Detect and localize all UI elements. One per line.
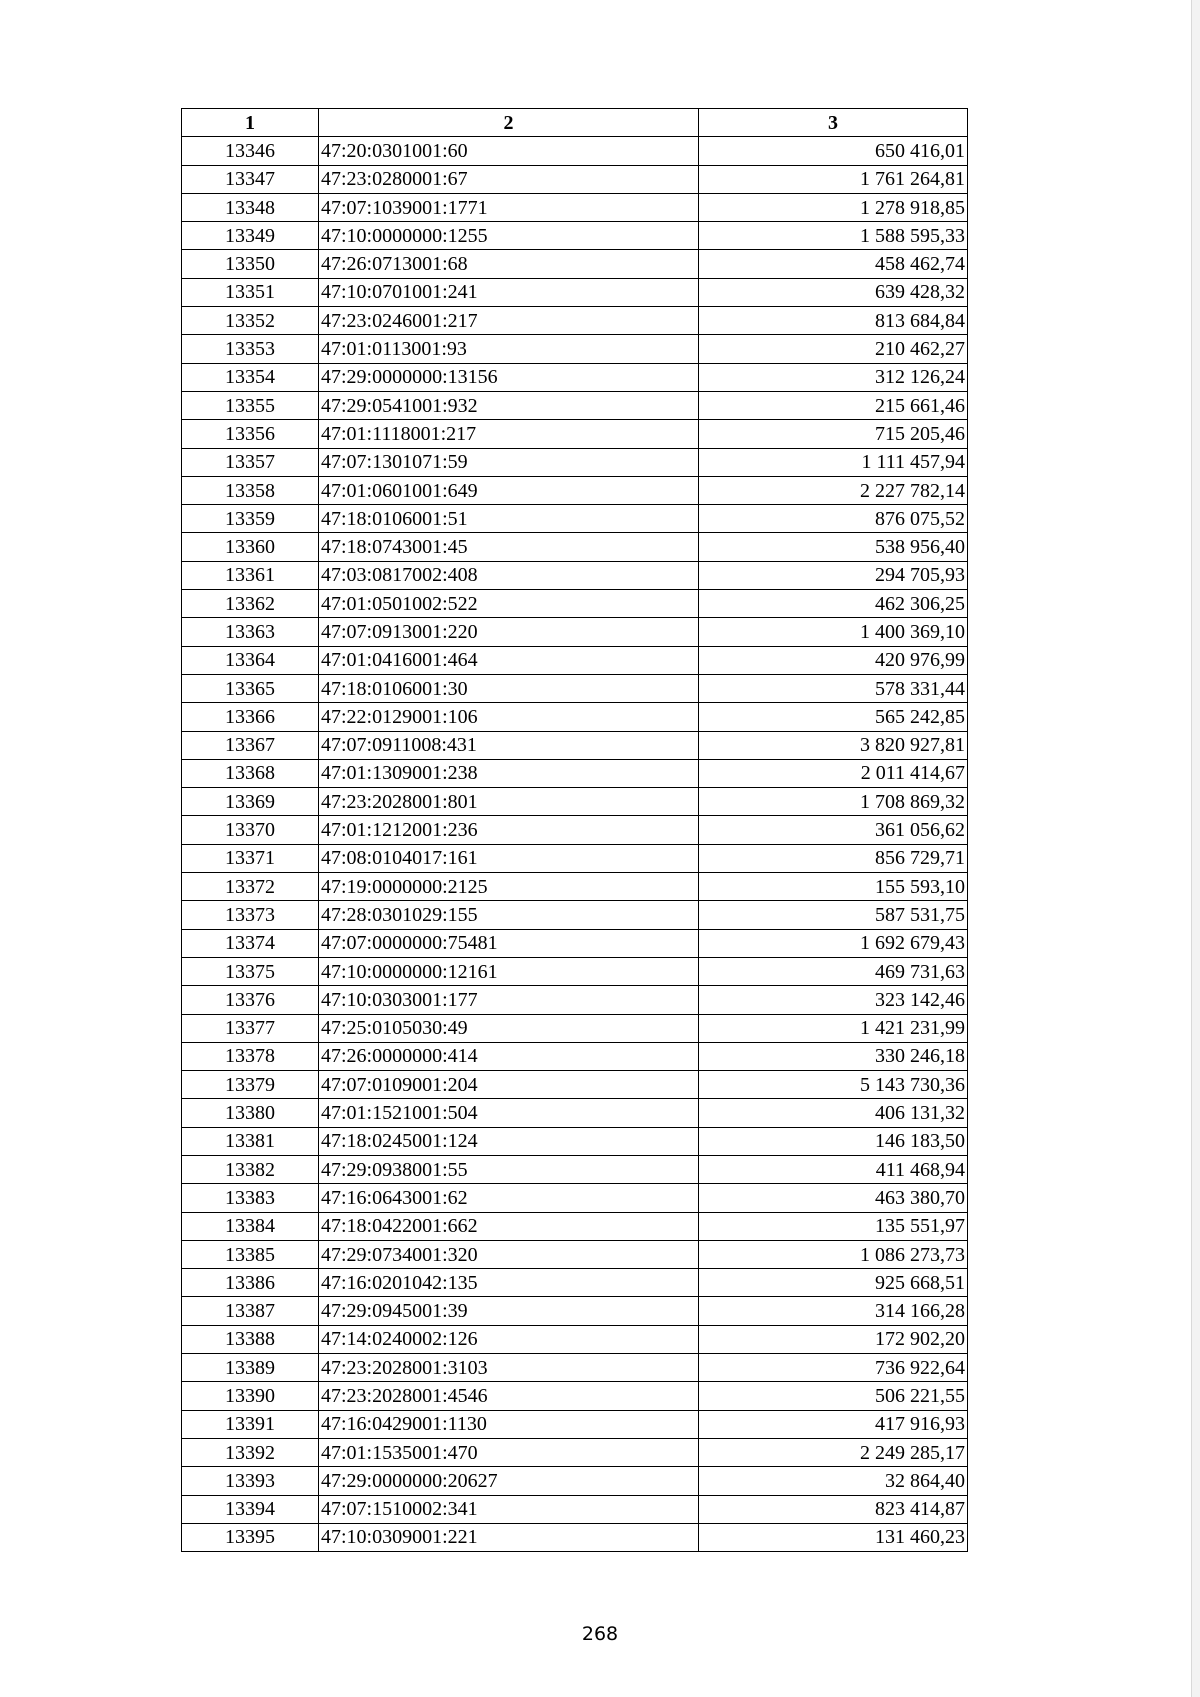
cadastral-value-cell: 131 460,23 [699,1523,968,1551]
table-row [182,193,968,221]
cadastral-number-cell: 47:16:0643001:62 [319,1184,699,1212]
cadastral-number-cell: 47:29:0000000:13156 [319,363,699,391]
table-row [182,1240,968,1268]
table-row [182,1269,968,1297]
table-row [182,1184,968,1212]
cadastral-number-cell: 47:14:0240002:126 [319,1325,699,1353]
cadastral-value-cell: 578 331,44 [699,674,968,702]
page-edge [1191,0,1200,1697]
row-number-cell: 13382 [182,1155,319,1183]
cadastral-value-cell: 538 956,40 [699,533,968,561]
cadastral-number-cell: 47:07:0000000:75481 [319,929,699,957]
cadastral-number-cell: 47:22:0129001:106 [319,703,699,731]
row-number-cell: 13385 [182,1240,319,1268]
cadastral-number-cell: 47:07:1039001:1771 [319,193,699,221]
cadastral-number-cell: 47:10:0303001:177 [319,986,699,1014]
table-row [182,1099,968,1127]
cadastral-number-cell: 47:07:0109001:204 [319,1071,699,1099]
cadastral-number-cell: 47:10:0000000:12161 [319,957,699,985]
row-number-cell: 13388 [182,1325,319,1353]
cadastral-value-cell: 411 468,94 [699,1155,968,1183]
cadastral-number-cell: 47:07:0913001:220 [319,618,699,646]
table-row [182,505,968,533]
cadastral-value-cell: 823 414,87 [699,1495,968,1523]
row-number-cell: 13374 [182,929,319,957]
row-number-cell: 13375 [182,957,319,985]
row-number-cell: 13366 [182,703,319,731]
row-number-cell: 13389 [182,1354,319,1382]
cadastral-number-cell: 47:01:1521001:504 [319,1099,699,1127]
table-row [182,307,968,335]
row-number-cell: 13395 [182,1523,319,1551]
table-row [182,590,968,618]
table-row [182,618,968,646]
cadastral-value-cell: 32 864,40 [699,1467,968,1495]
table-row [182,363,968,391]
cadastral-number-cell: 47:29:0945001:39 [319,1297,699,1325]
table-row [182,278,968,306]
cadastral-number-cell: 47:08:0104017:161 [319,844,699,872]
cadastral-value-cell: 1 421 231,99 [699,1014,968,1042]
column-header-1: 1 [182,109,319,137]
row-number-cell: 13377 [182,1014,319,1042]
cadastral-value-cell: 314 166,28 [699,1297,968,1325]
row-number-cell: 13378 [182,1042,319,1070]
cadastral-number-cell: 47:01:0501002:522 [319,590,699,618]
row-number-cell: 13373 [182,901,319,929]
row-number-cell: 13353 [182,335,319,363]
cadastral-number-cell: 47:01:1535001:470 [319,1438,699,1466]
cadastral-value-cell: 417 916,93 [699,1410,968,1438]
row-number-cell: 13372 [182,873,319,901]
row-number-cell: 13355 [182,391,319,419]
row-number-cell: 13347 [182,165,319,193]
cadastral-number-cell: 47:20:0301001:60 [319,137,699,165]
cadastral-number-cell: 47:07:1510002:341 [319,1495,699,1523]
row-number-cell: 13365 [182,674,319,702]
table-row [182,1354,968,1382]
row-number-cell: 13369 [182,788,319,816]
cadastral-value-cell: 215 661,46 [699,391,968,419]
cadastral-value-cell: 135 551,97 [699,1212,968,1240]
row-number-cell: 13394 [182,1495,319,1523]
cadastral-value-cell: 146 183,50 [699,1127,968,1155]
table-row [182,703,968,731]
cadastral-number-cell: 47:18:0245001:124 [319,1127,699,1155]
table-row [182,1523,968,1551]
table-row [182,222,968,250]
cadastral-number-cell: 47:01:1309001:238 [319,759,699,787]
cadastral-value-cell: 639 428,32 [699,278,968,306]
table-row [182,759,968,787]
cadastral-value-cell: 330 246,18 [699,1042,968,1070]
cadastral-number-cell: 47:16:0429001:1130 [319,1410,699,1438]
cadastral-value-cell: 469 731,63 [699,957,968,985]
table-row [182,873,968,901]
cadastral-value-cell: 5 143 730,36 [699,1071,968,1099]
table-row [182,1438,968,1466]
row-number-cell: 13361 [182,561,319,589]
cadastral-number-cell: 47:07:1301071:59 [319,448,699,476]
cadastral-value-cell: 3 820 927,81 [699,731,968,759]
row-number-cell: 13351 [182,278,319,306]
cadastral-number-cell: 47:18:0422001:662 [319,1212,699,1240]
cadastral-value-cell: 323 142,46 [699,986,968,1014]
table-row [182,391,968,419]
cadastral-value-cell: 406 131,32 [699,1099,968,1127]
table-row [182,1155,968,1183]
cadastral-number-cell: 47:01:0601001:649 [319,476,699,504]
row-number-cell: 13350 [182,250,319,278]
table-row [182,788,968,816]
cadastral-value-cell: 155 593,10 [699,873,968,901]
table-row [182,1325,968,1353]
table-row [182,957,968,985]
row-number-cell: 13359 [182,505,319,533]
cadastral-value-cell: 463 380,70 [699,1184,968,1212]
row-number-cell: 13346 [182,137,319,165]
row-number-cell: 13393 [182,1467,319,1495]
table-row [182,1410,968,1438]
cadastral-value-cell: 210 462,27 [699,335,968,363]
cadastral-value-cell: 361 056,62 [699,816,968,844]
cadastral-number-cell: 47:16:0201042:135 [319,1269,699,1297]
cadastral-value-cell: 1 708 869,32 [699,788,968,816]
row-number-cell: 13392 [182,1438,319,1466]
row-number-cell: 13357 [182,448,319,476]
row-number-cell: 13356 [182,420,319,448]
cadastral-value-cell: 420 976,99 [699,646,968,674]
column-header-2: 2 [319,109,699,137]
cadastral-value-cell: 2 011 414,67 [699,759,968,787]
table-row [182,731,968,759]
table-row [182,561,968,589]
table-row [182,1014,968,1042]
cadastral-number-cell: 47:23:0280001:67 [319,165,699,193]
row-number-cell: 13362 [182,590,319,618]
table-row [182,1071,968,1099]
table-row [182,137,968,165]
table-row [182,1042,968,1070]
cadastral-number-cell: 47:07:0911008:431 [319,731,699,759]
table-row [182,1127,968,1155]
cadastral-value-cell: 1 692 679,43 [699,929,968,957]
cadastral-value-cell: 1 111 457,94 [699,448,968,476]
cadastral-number-cell: 47:23:2028001:4546 [319,1382,699,1410]
table-body [182,137,968,1552]
cadastral-number-cell: 47:01:1118001:217 [319,420,699,448]
row-number-cell: 13364 [182,646,319,674]
cadastral-number-cell: 47:23:2028001:801 [319,788,699,816]
cadastral-value-cell: 587 531,75 [699,901,968,929]
row-number-cell: 13376 [182,986,319,1014]
cadastral-number-cell: 47:23:0246001:217 [319,307,699,335]
cadastral-value-cell: 506 221,55 [699,1382,968,1410]
page-number: 268 [581,1623,619,1645]
row-number-cell: 13348 [182,193,319,221]
row-number-cell: 13391 [182,1410,319,1438]
cadastral-value-cell: 462 306,25 [699,590,968,618]
row-number-cell: 13363 [182,618,319,646]
column-header-3: 3 [699,109,968,137]
cadastral-value-cell: 1 588 595,33 [699,222,968,250]
row-number-cell: 13387 [182,1297,319,1325]
cadastral-number-cell: 47:18:0106001:30 [319,674,699,702]
row-number-cell: 13380 [182,1099,319,1127]
table-row [182,1382,968,1410]
table-row [182,1467,968,1495]
row-number-cell: 13349 [182,222,319,250]
cadastral-value-cell: 1 400 369,10 [699,618,968,646]
cadastral-value-cell: 1 761 264,81 [699,165,968,193]
cadastral-value-cell: 925 668,51 [699,1269,968,1297]
table-row [182,533,968,561]
cadastral-number-cell: 47:29:0734001:320 [319,1240,699,1268]
cadastral-number-cell: 47:26:0713001:68 [319,250,699,278]
table-row [182,448,968,476]
row-number-cell: 13354 [182,363,319,391]
table-row [182,901,968,929]
cadastral-value-cell: 312 126,24 [699,363,968,391]
cadastral-number-cell: 47:01:0113001:93 [319,335,699,363]
table-row [182,1297,968,1325]
table-row [182,674,968,702]
table-row [182,250,968,278]
cadastral-value-cell: 294 705,93 [699,561,968,589]
table-header [182,109,968,137]
row-number-cell: 13352 [182,307,319,335]
cadastral-number-cell: 47:10:0000000:1255 [319,222,699,250]
cadastral-value-cell: 565 242,85 [699,703,968,731]
cadastral-value-cell: 1 278 918,85 [699,193,968,221]
row-number-cell: 13386 [182,1269,319,1297]
header-row [182,109,968,137]
cadastral-number-cell: 47:01:0416001:464 [319,646,699,674]
row-number-cell: 13379 [182,1071,319,1099]
row-number-cell: 13384 [182,1212,319,1240]
cadastral-number-cell: 47:29:0541001:932 [319,391,699,419]
row-number-cell: 13371 [182,844,319,872]
cadastral-number-cell: 47:28:0301029:155 [319,901,699,929]
cadastral-number-cell: 47:25:0105030:49 [319,1014,699,1042]
cadastral-number-cell: 47:29:0000000:20627 [319,1467,699,1495]
cadastral-value-cell: 856 729,71 [699,844,968,872]
table-row [182,844,968,872]
cadastral-number-cell: 47:18:0106001:51 [319,505,699,533]
row-number-cell: 13383 [182,1184,319,1212]
cadastral-value-table [181,108,968,1552]
row-number-cell: 13370 [182,816,319,844]
table-row [182,476,968,504]
cadastral-value-cell: 458 462,74 [699,250,968,278]
cadastral-number-cell: 47:10:0701001:241 [319,278,699,306]
table-row [182,816,968,844]
table-row [182,1495,968,1523]
cadastral-value-cell: 2 249 285,17 [699,1438,968,1466]
row-number-cell: 13368 [182,759,319,787]
cadastral-value-cell: 2 227 782,14 [699,476,968,504]
table-row [182,929,968,957]
cadastral-value-cell: 813 684,84 [699,307,968,335]
cadastral-number-cell: 47:18:0743001:45 [319,533,699,561]
cadastral-value-cell: 650 416,01 [699,137,968,165]
table-row [182,165,968,193]
cadastral-number-cell: 47:29:0938001:55 [319,1155,699,1183]
cadastral-value-cell: 876 075,52 [699,505,968,533]
cadastral-number-cell: 47:26:0000000:414 [319,1042,699,1070]
cadastral-number-cell: 47:19:0000000:2125 [319,873,699,901]
row-number-cell: 13367 [182,731,319,759]
row-number-cell: 13360 [182,533,319,561]
cadastral-number-cell: 47:10:0309001:221 [319,1523,699,1551]
table-row [182,986,968,1014]
table-row [182,1212,968,1240]
cadastral-value-cell: 172 902,20 [699,1325,968,1353]
table-row [182,335,968,363]
cadastral-value-cell: 715 205,46 [699,420,968,448]
row-number-cell: 13390 [182,1382,319,1410]
cadastral-number-cell: 47:23:2028001:3103 [319,1354,699,1382]
row-number-cell: 13381 [182,1127,319,1155]
cadastral-number-cell: 47:03:0817002:408 [319,561,699,589]
table-row [182,420,968,448]
cadastral-number-cell: 47:01:1212001:236 [319,816,699,844]
cadastral-value-cell: 736 922,64 [699,1354,968,1382]
cadastral-value-cell: 1 086 273,73 [699,1240,968,1268]
row-number-cell: 13358 [182,476,319,504]
table-row [182,646,968,674]
